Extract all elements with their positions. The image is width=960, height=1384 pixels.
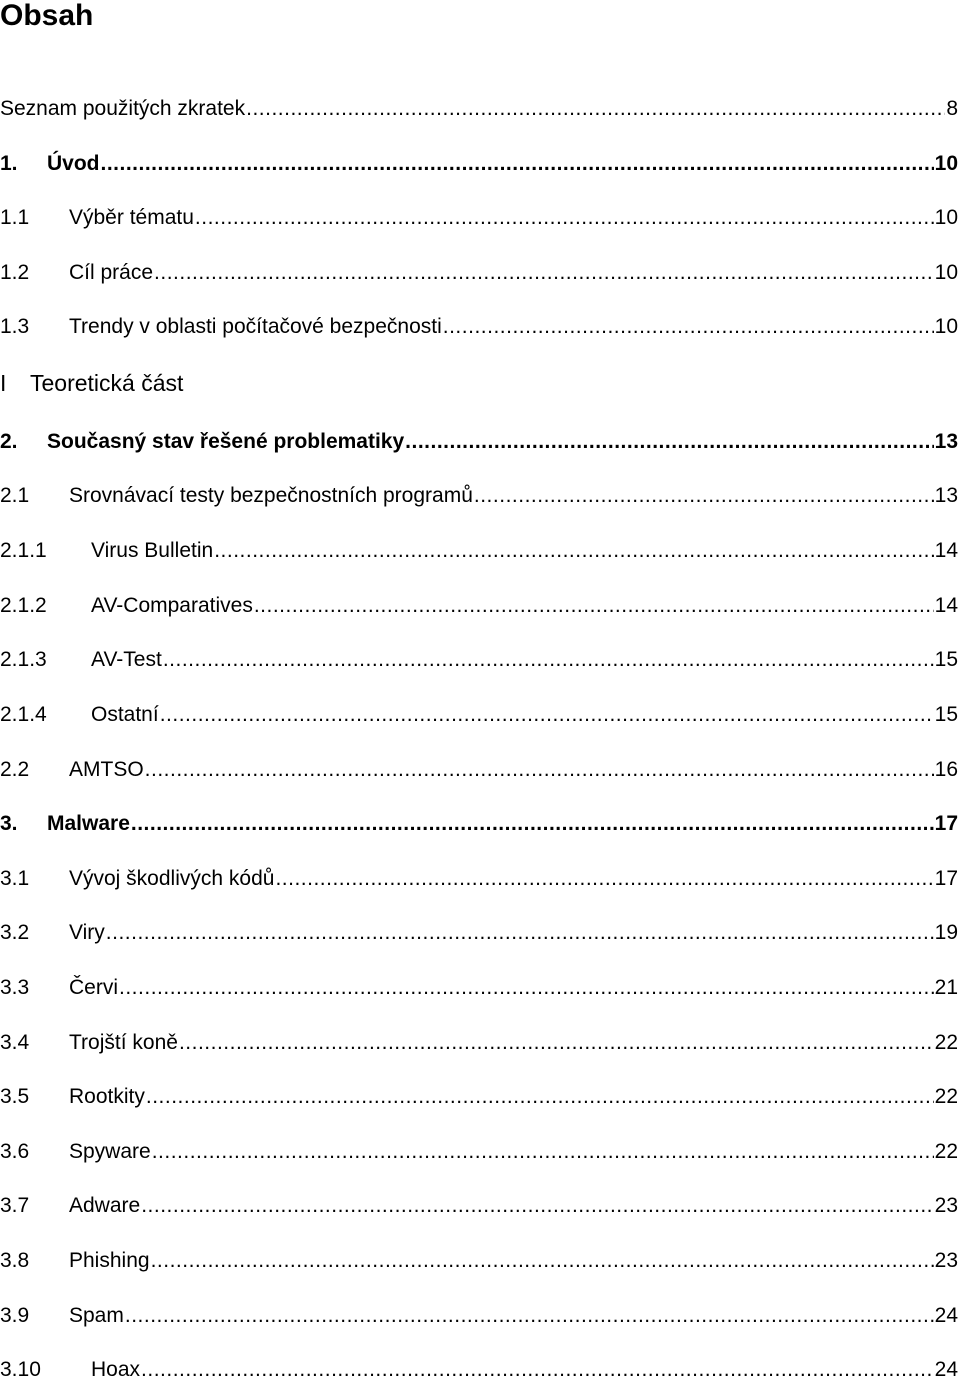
toc-entry-section-1-3[interactable] — [0, 313, 958, 341]
toc-entry-section-3-7[interactable] — [0, 1192, 958, 1220]
toc-entry-label: Virus Bulletin — [91, 539, 214, 562]
page-title: Obsah — [0, 0, 94, 32]
toc-entry-label: Současný stav řešené problematiky — [47, 430, 405, 453]
part-number: I — [0, 370, 7, 396]
toc-entry-number: 3. — [0, 812, 18, 835]
toc-entry-label: AV-Test — [91, 648, 162, 671]
toc-page-number: 24 — [934, 1358, 958, 1381]
dot-leader — [145, 756, 934, 784]
toc-entry-number: 2.1.4 — [0, 703, 47, 726]
toc-entry-label: Výběr tématu — [69, 206, 194, 229]
toc-entry-chapter-2[interactable] — [0, 428, 958, 456]
toc-entry-label: Adware — [69, 1194, 141, 1217]
toc-entry-label: Trojští koně — [69, 1031, 178, 1054]
toc-page-number: 14 — [934, 539, 958, 562]
toc-entry-label: Vývoj škodlivých kódů — [69, 867, 275, 890]
toc-entry-subsection-2-1-1[interactable] — [0, 537, 958, 565]
toc-page-number: 15 — [934, 648, 958, 671]
dot-leader — [405, 428, 933, 456]
dot-leader — [152, 1138, 934, 1166]
toc-entry-number: 1.3 — [0, 315, 30, 338]
toc-entry-section-3-4[interactable] — [0, 1029, 958, 1057]
toc-entry-number: 3.5 — [0, 1085, 30, 1108]
toc-page-number: 22 — [934, 1140, 958, 1163]
toc-page-number: 10 — [934, 261, 958, 284]
toc-entry-label: Červi — [69, 976, 119, 999]
toc-entry-subsection-2-1-4[interactable] — [0, 701, 958, 729]
toc-entry-number: 1.1 — [0, 206, 30, 229]
toc-page-number: 17 — [934, 812, 958, 835]
toc-entry-number: 2.1 — [0, 484, 30, 507]
toc-entry-label: Malware — [47, 812, 130, 835]
toc-page-number: 24 — [934, 1304, 958, 1327]
dot-leader — [214, 537, 933, 565]
toc-page-number: 14 — [934, 594, 958, 617]
toc-entry-number: 2.1.3 — [0, 648, 47, 671]
toc-page-number: 13 — [934, 430, 958, 453]
toc-entry-label: Seznam použitých zkratek — [0, 97, 246, 120]
dot-leader — [254, 592, 934, 620]
toc-entry-label: Viry — [69, 921, 105, 944]
toc-entry-label: Spam — [69, 1304, 124, 1327]
toc-entry-section-3-5[interactable] — [0, 1083, 958, 1111]
dot-leader — [106, 919, 934, 947]
toc-entry-number: 1.2 — [0, 261, 30, 284]
dot-leader — [154, 259, 934, 287]
toc-entry-number: 3.7 — [0, 1194, 30, 1217]
part-heading — [0, 368, 183, 398]
toc-page-number: 8 — [946, 97, 958, 120]
toc-entry-label: Srovnávací testy bezpečnostních programů — [69, 484, 473, 507]
dot-leader — [146, 1083, 934, 1111]
toc-entry-label: Hoax — [91, 1358, 141, 1381]
toc-entry-number: 3.6 — [0, 1140, 30, 1163]
toc-entry-chapter-1[interactable] — [0, 150, 958, 178]
toc-entry-number: 3.3 — [0, 976, 30, 999]
toc-entry-label: Ostatní — [91, 703, 159, 726]
dot-leader — [179, 1029, 934, 1057]
toc-entry-label: Cíl práce — [69, 261, 154, 284]
toc-page-number: 10 — [934, 206, 958, 229]
toc-entry-label: AMTSO — [69, 758, 144, 781]
toc-entry-number: 3.4 — [0, 1031, 30, 1054]
toc-entry-number: 3.1 — [0, 867, 30, 890]
dot-leader — [151, 1247, 934, 1275]
toc-entry-number: 2.1.1 — [0, 539, 47, 562]
toc-page-number: 22 — [934, 1085, 958, 1108]
toc-entry-section-1-1[interactable] — [0, 204, 958, 232]
dot-leader — [443, 313, 934, 341]
toc-page-number: 10 — [934, 315, 958, 338]
toc-entry-section-3-1[interactable] — [0, 865, 958, 893]
dot-leader — [125, 1302, 934, 1330]
toc-entry-section-1-2[interactable] — [0, 259, 958, 287]
toc-entry-number: 3.2 — [0, 921, 30, 944]
toc-entry-number: 3.9 — [0, 1304, 30, 1327]
toc-entry-number: 2. — [0, 430, 18, 453]
toc-page-number: 17 — [934, 867, 958, 890]
toc-entry-label: Úvod — [47, 152, 100, 175]
toc-page-number: 21 — [934, 976, 958, 999]
toc-entry-section-2-2[interactable] — [0, 756, 958, 784]
toc-entry-label: Phishing — [69, 1249, 150, 1272]
toc-page-number: 13 — [934, 484, 958, 507]
toc-page-number: 15 — [934, 703, 958, 726]
dot-leader — [119, 974, 934, 1002]
dot-leader — [474, 482, 934, 510]
toc-entry-chapter-3[interactable] — [0, 810, 958, 838]
toc-entry-section-3-6[interactable] — [0, 1138, 958, 1166]
dot-leader — [160, 701, 934, 729]
dot-leader — [195, 204, 934, 232]
toc-entry-number: 3.10 — [0, 1358, 41, 1381]
dot-leader — [101, 150, 934, 178]
toc-entry-section-3-2[interactable] — [0, 919, 958, 947]
toc-entry-section-3-9[interactable] — [0, 1302, 958, 1330]
toc-entry-section-2-1[interactable] — [0, 482, 958, 510]
toc-entry-number: 1. — [0, 152, 18, 175]
toc-entry-subsection-2-1-3[interactable] — [0, 646, 958, 674]
dot-leader — [131, 810, 934, 838]
toc-entry-number: 3.8 — [0, 1249, 30, 1272]
toc-entry-label: Spyware — [69, 1140, 151, 1163]
dot-leader — [141, 1192, 933, 1220]
toc-entry-section-3-10[interactable] — [0, 1356, 958, 1384]
toc-entry-number: 2.2 — [0, 758, 30, 781]
toc-page-number: 22 — [934, 1031, 958, 1054]
toc-entry-number: 2.1.2 — [0, 594, 47, 617]
toc-entry-label: AV-Comparatives — [91, 594, 253, 617]
toc-entry-label: Rootkity — [69, 1085, 145, 1108]
part-label: Teoretická část — [30, 370, 184, 396]
toc-entry-label: Trendy v oblasti počítačové bezpečnosti — [69, 315, 442, 338]
dot-leader — [246, 95, 945, 123]
toc-entry-section-3-8[interactable] — [0, 1247, 958, 1275]
toc-page-number: 19 — [934, 921, 958, 944]
toc-page-number: 23 — [934, 1249, 958, 1272]
toc-page-number: 16 — [934, 758, 958, 781]
toc-entry-subsection-2-1-2[interactable] — [0, 592, 958, 620]
toc-entry-abbreviations[interactable] — [0, 95, 958, 123]
dot-leader — [275, 865, 933, 893]
toc-page-number: 23 — [934, 1194, 958, 1217]
toc-page-number: 10 — [934, 152, 958, 175]
toc-entry-section-3-3[interactable] — [0, 974, 958, 1002]
dot-leader — [141, 1356, 934, 1384]
dot-leader — [163, 646, 934, 674]
